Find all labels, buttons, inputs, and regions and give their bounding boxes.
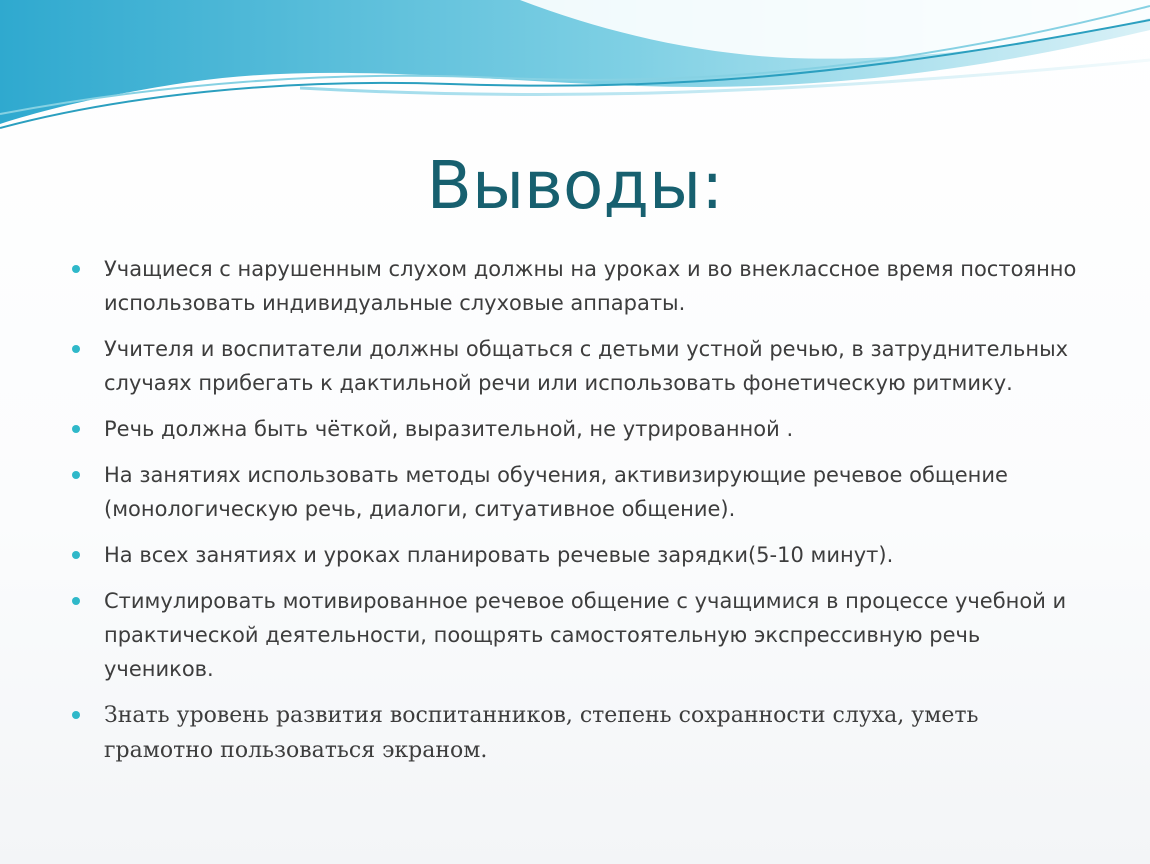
bullet-text: Учителя и воспитатели должны общаться с детьми устной речью, в затруднительных случаях прибегать к дактильной речи или использовать фонетическую ритмику. bbox=[104, 337, 1069, 395]
bullet-dot-icon bbox=[72, 425, 80, 433]
bullet-text: Учащиеся с нарушенным слухом должны на уроках и во внеклассное время постоянно использовать индивидуальные слуховые аппараты. bbox=[104, 257, 1077, 315]
bullet-dot-icon bbox=[72, 597, 80, 605]
bullet-text: Стимулировать мотивированное речевое общение с учащимися в процессе учебной и практической деятельности, поощрять самостоятельную экспрессивную речь учеников. bbox=[104, 589, 1067, 681]
bullet-item bbox=[70, 538, 1080, 572]
bullet-text: Знать уровень развития воспитанников, степень сохранности слуха, уметь грамотно пользоваться экраном. bbox=[104, 703, 979, 763]
bullet-list bbox=[70, 252, 1080, 780]
bullet-text: На занятиях использовать методы обучения, активизирующие речевое общение (монологическую речь, диалоги, ситуативное общение). bbox=[104, 463, 1008, 521]
bullet-dot-icon bbox=[72, 345, 80, 353]
bullet-dot-icon bbox=[72, 265, 80, 273]
bullet-dot-icon bbox=[72, 471, 80, 479]
bullet-item bbox=[70, 458, 1080, 526]
bullet-item bbox=[70, 698, 1080, 768]
bullet-text: Речь должна быть чёткой, выразительной, не утрированной . bbox=[104, 417, 794, 441]
bullet-dot-icon bbox=[72, 551, 80, 559]
bullet-item bbox=[70, 332, 1080, 400]
bullet-dot-icon bbox=[72, 711, 80, 719]
bullet-text: На всех занятиях и уроках планировать речевые зарядки(5-10 минут). bbox=[104, 543, 894, 567]
bullet-item bbox=[70, 412, 1080, 446]
wave-decoration bbox=[0, 0, 1150, 150]
bullet-item bbox=[70, 584, 1080, 686]
bullet-item bbox=[70, 252, 1080, 320]
slide-title: Выводы: bbox=[426, 147, 724, 224]
